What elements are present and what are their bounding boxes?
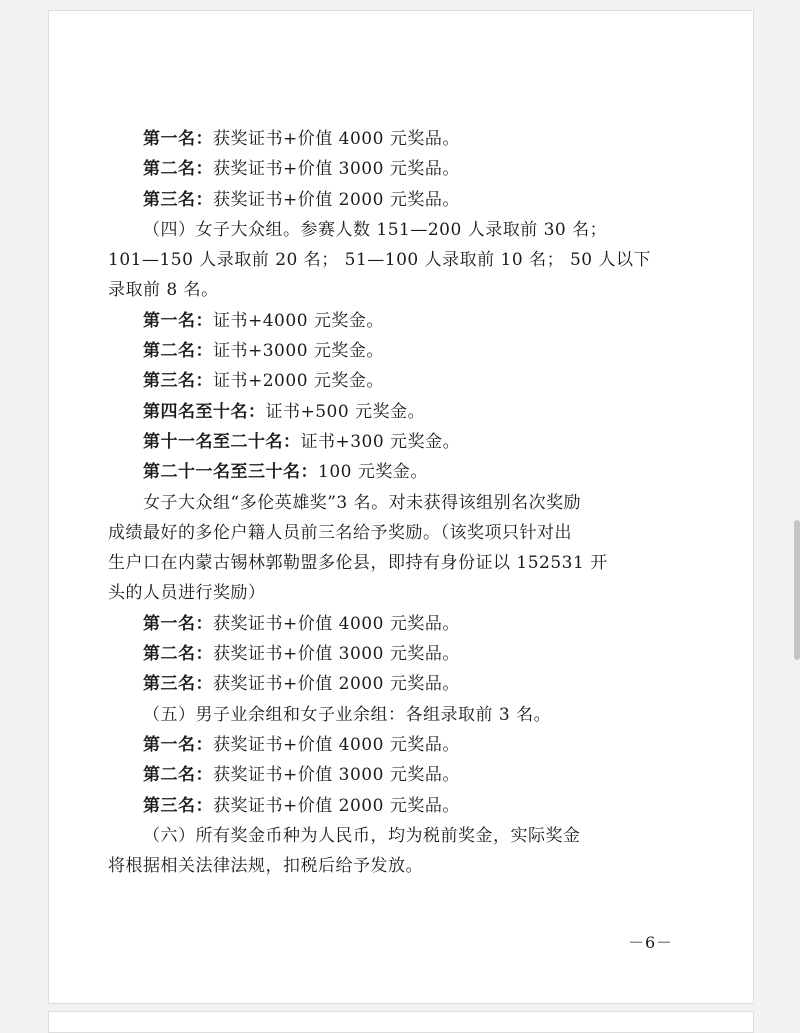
prize-text: 获奖证书+价值 3000 元奖品。 <box>213 644 460 665</box>
section-heading: （六）所有奖金币种为人民币，均为税前奖金，实际奖金 <box>143 825 581 846</box>
document-body <box>108 124 652 881</box>
rank-label: 第三名： <box>143 674 213 695</box>
rank-label: 第二名： <box>143 765 213 786</box>
rank-label: 第二十一名至三十名： <box>143 462 318 483</box>
prize-text: 证书+3000 元奖金。 <box>213 341 384 362</box>
prize-line <box>108 609 608 639</box>
prize-line <box>108 366 608 396</box>
prize-text: 获奖证书+价值 2000 元奖品。 <box>213 189 460 210</box>
prize-line <box>108 457 608 487</box>
prize-line <box>108 639 608 669</box>
rank-label: 第三名： <box>143 795 213 816</box>
rank-label: 第一名： <box>143 310 213 331</box>
prize-line <box>108 791 608 821</box>
prize-text: 获奖证书+价值 2000 元奖品。 <box>213 674 460 695</box>
prize-text: 获奖证书+价值 4000 元奖品。 <box>213 613 460 634</box>
prize-line <box>108 154 608 184</box>
prize-text: 获奖证书+价值 3000 元奖品。 <box>213 765 460 786</box>
prize-text: 证书+2000 元奖金。 <box>213 371 384 392</box>
prize-line <box>108 185 608 215</box>
prize-line <box>108 124 608 154</box>
page-number: －6－ <box>628 933 674 952</box>
prize-line <box>108 306 608 336</box>
prize-text: 证书+4000 元奖金。 <box>213 310 384 331</box>
section-heading: （四）女子大众组。参赛人数 151—200 人录取前 30 名； <box>143 219 608 240</box>
rank-label: 第二名： <box>143 159 213 180</box>
prize-text: 证书+500 元奖金。 <box>265 401 426 422</box>
paragraph-line: 成绩最好的多伦户籍人员前三名给予奖励。（该奖项只针对出 <box>108 522 572 543</box>
prize-line <box>108 397 608 427</box>
paragraph-line: 头的人员进行奖励） <box>108 583 266 604</box>
rank-label: 第三名： <box>143 371 213 392</box>
next-page-edge <box>48 1011 754 1033</box>
prize-text: 100 元奖金。 <box>318 462 428 483</box>
rank-label: 第十一名至二十名： <box>143 431 301 452</box>
paragraph-line: 女子大众组“多伦英雄奖”3 名。对未获得该组别名次奖励 <box>143 492 582 513</box>
prize-text: 获奖证书+价值 2000 元奖品。 <box>213 795 460 816</box>
prize-line <box>108 760 608 790</box>
prize-text: 获奖证书+价值 4000 元奖品。 <box>213 129 460 149</box>
prize-text: 证书+300 元奖金。 <box>300 431 461 452</box>
rank-label: 第一名： <box>143 613 213 634</box>
prize-text: 获奖证书+价值 3000 元奖品。 <box>213 159 460 180</box>
paragraph-line: 将根据相关法律法规，扣税后给予发放。 <box>108 856 423 877</box>
rank-label: 第一名： <box>143 734 213 755</box>
paragraph-line: 生户口在内蒙古锡林郭勒盟多伦县，即持有身份证以 152531 开 <box>108 553 608 574</box>
rank-label: 第二名： <box>143 644 213 665</box>
rank-label: 第二名： <box>143 341 213 362</box>
prize-text: 获奖证书+价值 4000 元奖品。 <box>213 734 460 755</box>
rank-label: 第一名： <box>143 129 213 149</box>
prize-line <box>108 669 608 699</box>
rank-label: 第四名至十名： <box>143 401 266 422</box>
prize-line <box>108 730 608 760</box>
prize-line <box>108 427 608 457</box>
paragraph-line: 录取前 8 名。 <box>108 280 219 301</box>
rank-label: 第三名： <box>143 189 213 210</box>
scrollbar-thumb[interactable] <box>794 520 800 660</box>
prize-line <box>108 336 608 366</box>
paragraph-line: 101—150 人录取前 20 名； 51—100 人录取前 10 名； 50 人以下 <box>108 250 652 271</box>
section-heading: （五）男子业余组和女子业余组：各组录取前 3 名。 <box>143 704 552 725</box>
